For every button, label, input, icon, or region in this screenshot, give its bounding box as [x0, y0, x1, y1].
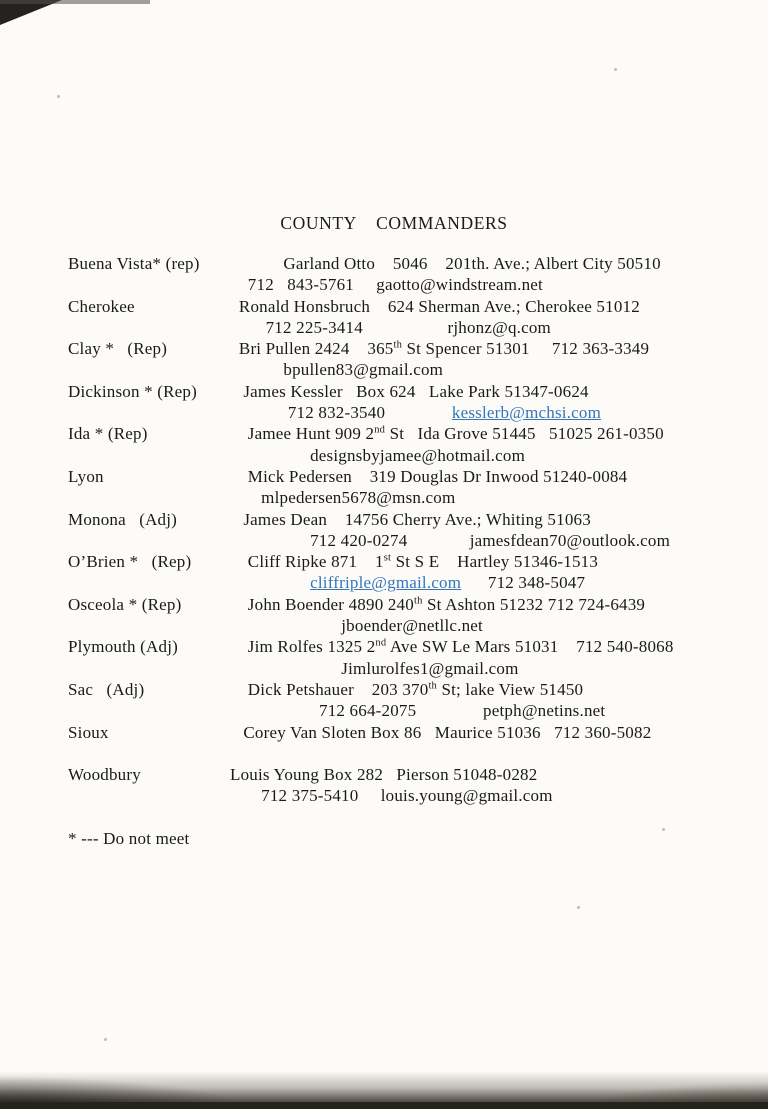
contact-line — [230, 572, 768, 593]
entry-row — [0, 466, 768, 509]
entry-row — [0, 722, 768, 743]
county-name: Clay * (Rep) — [68, 339, 168, 359]
contact-text: mlpedersen5678@msn.com — [230, 488, 456, 508]
contact-lines — [230, 296, 768, 339]
contact-text: John Boender 4890 240 — [230, 594, 414, 614]
entry-row — [0, 636, 768, 679]
email-link[interactable]: kesslerb@mchsi.com — [451, 403, 602, 423]
scan-artifact-top-edge — [0, 0, 150, 4]
county-name: Plymouth (Adj) — [68, 637, 178, 657]
contact-line — [230, 700, 768, 721]
contact-line — [230, 615, 768, 636]
county-name: Woodbury — [68, 765, 141, 785]
county-name: Lyon — [68, 466, 104, 486]
contact-text: Ave SW Le Mars 51031 712 540-8068 — [386, 637, 674, 657]
contact-text: Jim Rolfes 1325 2 — [230, 637, 376, 657]
email-link[interactable]: cliffriple@gmail.com — [310, 573, 462, 593]
contact-line — [230, 785, 768, 806]
page-title: COUNTY COMMANDERS — [280, 213, 508, 233]
county-name: Monona (Adj) — [68, 509, 178, 529]
contact-text: Jamee Hunt 909 2 — [230, 424, 375, 444]
contact-text: St S E Hartley 51346-1513 — [391, 552, 599, 572]
contact-line — [230, 381, 768, 402]
contact-line — [230, 509, 768, 530]
contact-line — [230, 551, 768, 572]
county-name: Sioux — [68, 722, 109, 742]
county-name: Ida * (Rep) — [68, 424, 148, 444]
contact-line — [230, 487, 768, 508]
contact-text: 712 375-5410 louis.young@gmail.com — [230, 786, 553, 806]
scan-artifact-bottom — [0, 1071, 768, 1109]
ordinal-superscript: st — [383, 552, 392, 564]
contact-text: Dick Petshauer 203 370 — [230, 679, 429, 699]
contact-lines — [230, 551, 768, 594]
scan-speck — [57, 95, 60, 98]
contact-line — [230, 274, 768, 295]
contact-text: Cliff Ripke 871 1 — [230, 552, 384, 572]
scan-speck — [614, 68, 617, 71]
contact-lines — [230, 594, 768, 637]
contact-lines — [230, 381, 768, 424]
ordinal-superscript: nd — [374, 424, 386, 436]
contact-text: St Spencer 51301 712 363-3349 — [402, 339, 650, 359]
contact-line — [230, 764, 768, 785]
contact-lines — [230, 466, 768, 509]
contact-text: St; lake View 51450 — [437, 679, 584, 699]
contact-text: Mick Pedersen 319 Douglas Dr Inwood 51240-0084 — [230, 466, 628, 486]
entry-row — [0, 551, 768, 594]
scan-speck — [577, 906, 580, 909]
entry-row — [0, 509, 768, 552]
contact-text: Ronald Honsbruch 624 Sherman Ave.; Cherokee 51012 — [230, 296, 640, 316]
contact-lines — [230, 253, 768, 296]
contact-text: Corey Van Sloten Box 86 Maurice 51036 712 360-5082 — [230, 722, 652, 742]
entry-row — [0, 253, 768, 296]
scan-speck — [104, 1038, 107, 1041]
contact-text: bpullen83@gmail.com — [230, 360, 444, 380]
ordinal-superscript: th — [413, 595, 423, 607]
contact-line — [230, 594, 768, 615]
county-name: Sac (Adj) — [68, 679, 145, 699]
contact-line — [230, 296, 768, 317]
ordinal-superscript: th — [428, 680, 438, 692]
county-name: O’Brien * (Rep) — [68, 552, 192, 572]
county-name: Cherokee — [68, 296, 135, 316]
contact-line — [230, 679, 768, 700]
contact-line — [230, 466, 768, 487]
contact-text: 712 843-5761 gaotto@windstream.net — [230, 275, 543, 295]
contact-line — [230, 253, 768, 274]
contact-text: St Ida Grove 51445 51025 261-0350 — [385, 424, 664, 444]
contact-line — [230, 636, 768, 657]
entry-row — [0, 423, 768, 466]
commander-list — [0, 253, 768, 807]
entry-row — [0, 381, 768, 424]
entry-row — [0, 296, 768, 339]
ordinal-superscript: th — [393, 339, 403, 351]
contact-line — [230, 317, 768, 338]
contact-lines — [230, 636, 768, 679]
contact-text: Jimlurolfes1@gmail.com — [230, 658, 519, 678]
contact-line — [230, 530, 768, 551]
entry-row — [0, 679, 768, 722]
contact-text: jboender@netllc.net — [230, 616, 483, 636]
county-name: Buena Vista* (rep) — [68, 254, 200, 273]
contact-lines — [230, 679, 768, 722]
contact-line — [230, 423, 768, 444]
footnote: * --- Do not meet — [68, 829, 190, 848]
contact-text: Bri Pullen 2424 365 — [230, 339, 394, 359]
entry-row — [0, 594, 768, 637]
contact-line — [230, 338, 768, 359]
contact-text: James Kessler Box 624 Lake Park 51347-0624 — [230, 381, 589, 401]
contact-line — [230, 359, 768, 380]
county-name: Dickinson * (Rep) — [68, 381, 197, 401]
contact-text: Louis Young Box 282 Pierson 51048-0282 — [230, 765, 538, 785]
scan-speck — [662, 828, 665, 831]
contact-lines — [230, 722, 768, 743]
contact-lines — [230, 509, 768, 552]
contact-text: designsbyjamee@hotmail.com — [230, 445, 525, 465]
ordinal-superscript: nd — [375, 637, 387, 649]
contact-text: 712 348-5047 — [461, 573, 586, 593]
contact-text: James Dean 14756 Cherry Ave.; Whiting 51063 — [230, 509, 591, 529]
entry-row — [0, 338, 768, 381]
contact-text: 712 225-3414 rjhonz@q.com — [230, 317, 551, 337]
contact-lines — [230, 338, 768, 381]
contact-lines — [230, 764, 768, 807]
county-name: Osceola * (Rep) — [68, 594, 182, 614]
contact-text: 712 420-0274 jamesfdean70@outlook.com — [230, 530, 671, 550]
contact-text: Garland Otto 5046 201th. Ave.; Albert City 50510 — [230, 254, 661, 273]
contact-text — [230, 573, 310, 592]
contact-text: 712 832-3540 — [230, 403, 452, 423]
contact-line — [230, 402, 768, 423]
contact-line — [230, 658, 768, 679]
contact-text: 712 664-2075 petph@netins.net — [230, 701, 606, 721]
contact-text: St Ashton 51232 712 724-6439 — [422, 594, 646, 614]
contact-line — [230, 445, 768, 466]
contact-lines — [230, 423, 768, 466]
contact-line — [230, 722, 768, 743]
entry-row — [0, 764, 768, 807]
